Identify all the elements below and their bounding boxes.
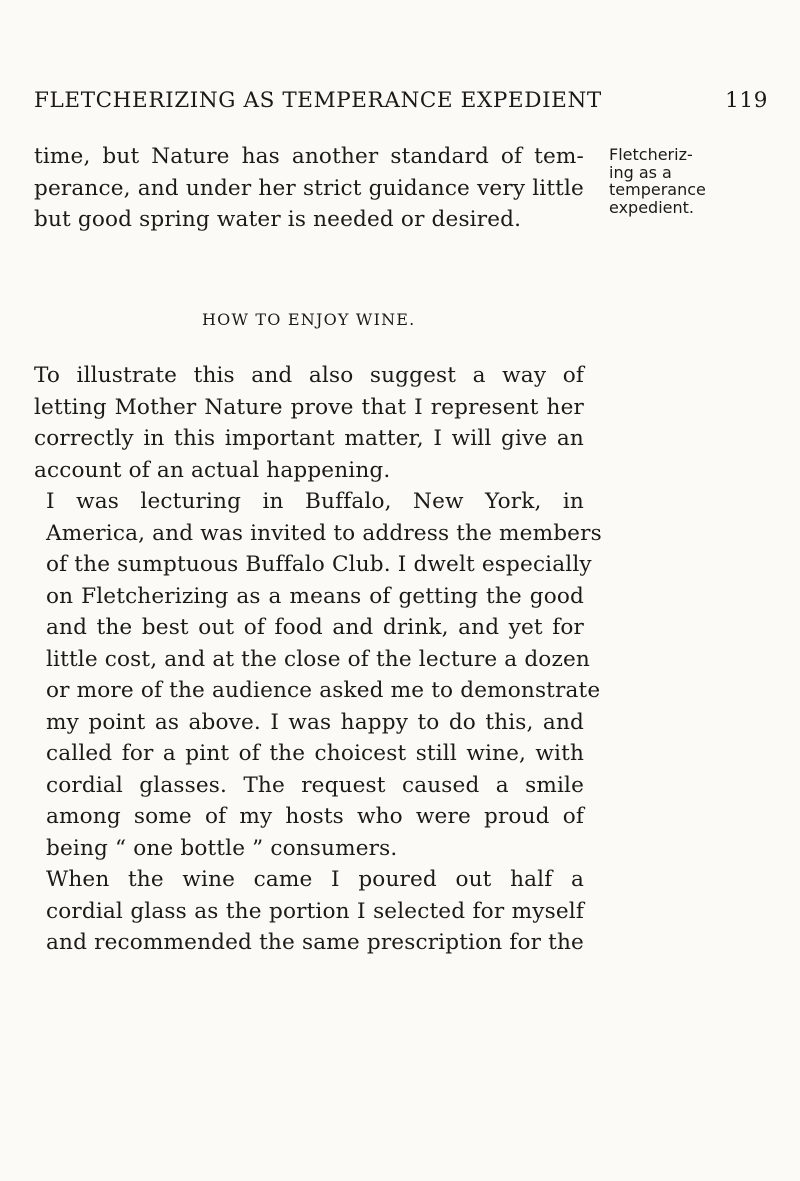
text-line: correctly in this important matter, I will give an xyxy=(34,426,584,451)
margin-note-line: Fletcheriz- xyxy=(609,145,693,164)
running-head xyxy=(34,88,768,114)
text-line: and the best out of food and drink, and yet for xyxy=(46,615,584,640)
paragraph-1 xyxy=(34,360,584,486)
text-line: cordial glass as the portion I selected for myself xyxy=(46,898,584,924)
text-line: When the wine came I poured out half a xyxy=(46,867,584,892)
text-line: and recommended the same prescription for the xyxy=(46,930,584,955)
paragraph-3 xyxy=(34,864,584,959)
text-line: little cost, and at the close of the lecture a dozen xyxy=(46,646,590,672)
text-line: being “ one bottle ” consumers. xyxy=(46,835,398,861)
text-line: called for a pint of the choicest still wine, with xyxy=(46,741,584,766)
text-line: letting Mother Nature prove that I represent her xyxy=(34,394,584,420)
text-line: of the sumptuous Buffalo Club. I dwelt especially xyxy=(46,552,592,577)
margin-note-line: expedient. xyxy=(609,197,694,217)
main-text xyxy=(34,360,602,959)
text-line: among some of my hosts who were proud of xyxy=(46,804,584,829)
page-number: 119 xyxy=(725,88,768,113)
margin-note xyxy=(609,146,779,216)
paragraph-2 xyxy=(34,486,602,864)
text-line: perance, and under her strict guidance very little xyxy=(34,175,584,201)
text-line: or more of the audience asked me to demonstrate xyxy=(46,678,601,703)
text-line: America, and was invited to address the members xyxy=(46,520,602,546)
text-line: time, but Nature has another standard of tem- xyxy=(34,144,584,169)
margin-note-line: ing as a xyxy=(609,162,672,182)
section-heading: HOW TO ENJOY WINE. xyxy=(202,310,416,329)
text-line: I was lecturing in Buffalo, New York, in xyxy=(46,489,584,514)
text-line: cordial glasses. The request caused a smile xyxy=(46,772,584,798)
text-line: To illustrate this and also suggest a way of xyxy=(34,363,584,388)
text-line: my point as above. I was happy to do this, and xyxy=(46,709,584,735)
text-line: but good spring water is needed or desired. xyxy=(34,207,522,232)
intro-paragraph xyxy=(34,141,584,236)
running-head-title: FLETCHERIZING AS TEMPERANCE EXPEDIENT xyxy=(34,88,602,113)
margin-note-line: temperance xyxy=(609,180,706,199)
text-line: account of an actual happening. xyxy=(34,457,391,483)
text-line: on Fletcherizing as a means of getting the good xyxy=(46,583,584,609)
